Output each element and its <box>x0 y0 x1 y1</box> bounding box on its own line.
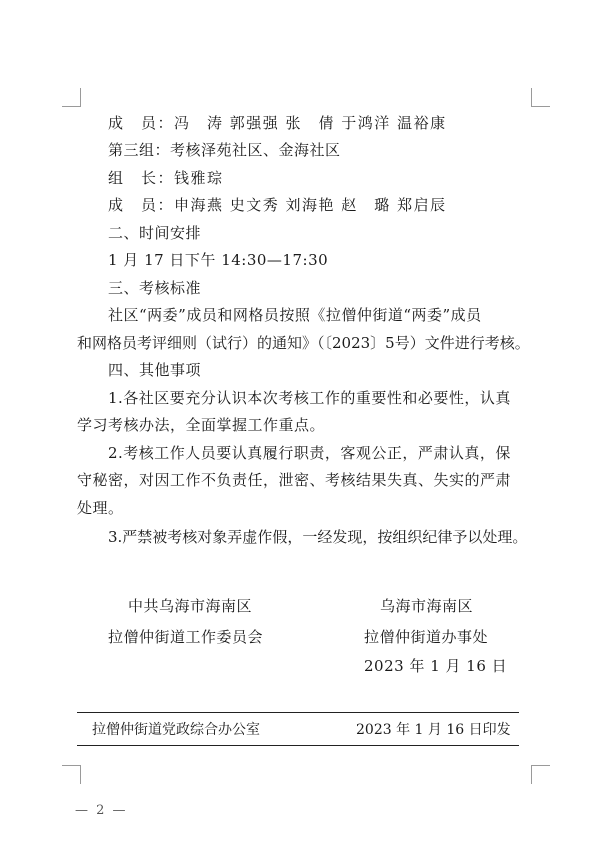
group3-members: 成 员：申海燕 史文秀 刘海艳 赵 璐 郑启辰 <box>108 196 447 214</box>
page-number: — 2 — <box>75 803 128 818</box>
item3-line1: 3.严禁被考核对象弄虚作假，一经发现，按组织纪律予以处理。 <box>108 528 528 546</box>
crop-mark-bottom-right <box>531 765 550 784</box>
section-time-heading: 二、时间安排 <box>108 224 202 242</box>
standard-paragraph-line1: 社区“两委”成员和网格员按照《拉僧仲街道“两委”成员 <box>108 306 482 324</box>
signature-left-line2: 拉僧仲街道工作委员会 <box>108 628 264 646</box>
crop-mark-top-left <box>62 88 81 107</box>
footer-bottom-rule <box>77 745 519 746</box>
crop-mark-bottom-left <box>62 765 81 784</box>
signature-left-line1: 中共乌海市海南区 <box>128 597 253 615</box>
group2-members: 成 员：冯 涛 郭强强 张 倩 于鸿洋 温裕康 <box>108 114 447 132</box>
group3-title: 第三组：考核泽苑社区、金海社区 <box>108 141 341 159</box>
section-other-heading: 四、其他事项 <box>108 361 202 379</box>
signature-right-line2: 拉僧仲街道办事处 <box>364 628 489 646</box>
signature-date: 2023 年 1 月 16 日 <box>364 657 508 675</box>
item2-line1: 2.考核工作人员要认真履行职责，客观公正，严肃认真，保 <box>108 444 511 462</box>
footer-top-rule <box>77 712 519 713</box>
signature-right-line1: 乌海市海南区 <box>380 597 474 615</box>
crop-mark-top-right <box>531 88 550 107</box>
group3-leader: 组 长：钱雅琮 <box>108 169 224 187</box>
item2-line3: 处理。 <box>77 499 124 517</box>
time-schedule: 1 月 17 日下午 14:30—17:30 <box>108 251 329 269</box>
footer-print-date: 2023 年 1 月 16 日印发 <box>356 722 511 738</box>
footer-office: 拉僧仲街道党政综合办公室 <box>92 722 260 738</box>
section-standard-heading: 三、考核标准 <box>108 279 202 297</box>
standard-paragraph-line2: 和网格员考评细则（试行）的通知》（〔2023〕5号）文件进行考核。 <box>77 334 530 352</box>
item1-line1: 1.各社区要充分认识本次考核工作的重要性和必要性，认真 <box>108 389 511 407</box>
item1-line2: 学习考核办法，全面掌握工作重点。 <box>77 416 326 434</box>
item2-line2: 守秘密，对因工作不负责任，泄密、考核结果失真、失实的严肃 <box>77 471 512 489</box>
